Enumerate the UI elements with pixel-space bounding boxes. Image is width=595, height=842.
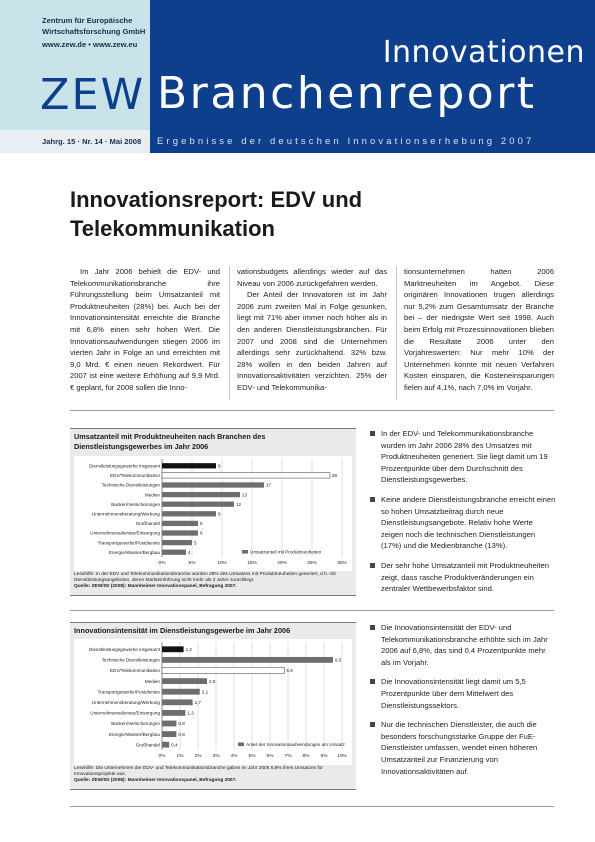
value-label: 1,3 <box>187 710 194 716</box>
category-label: Unternehmensberatung/Werbung <box>91 700 160 705</box>
category-label: Dienstleistungsgewerbe insgesamt <box>89 463 160 469</box>
figure-note <box>74 572 352 591</box>
category-label: Transportgewerbe/Postdienste <box>97 540 160 546</box>
bar <box>162 530 198 535</box>
figure-note <box>74 766 352 785</box>
figure-reading-aid: Lesehilfe: In der EDV und Telekommunikationsbranche wurden 28% des Umsatzes mit Produktneuheiten generiert, d.h. mit Dienstleistungsangeboten, deren Markteinführung nicht mehr als 3 Jahre zurückliegt. <box>74 572 336 584</box>
x-tick-label: 10% <box>337 754 347 759</box>
x-tick-label: 20% <box>277 561 287 566</box>
category-label: EDV/Telekommunikation <box>109 473 160 479</box>
bar <box>162 492 240 497</box>
x-tick-label: 6% <box>266 754 274 759</box>
category-label: Unternehmensdienste/Entsorgung <box>90 710 160 716</box>
x-tick-label: 1% <box>176 754 184 759</box>
chart-plot-area <box>74 639 352 765</box>
value-label: 6 <box>200 521 203 527</box>
bullet-item <box>370 622 556 668</box>
legend-label: Anteil der Innovationsaufwendungen am Umsatz <box>246 742 345 747</box>
x-tick-label: 30% <box>337 561 347 566</box>
bar <box>162 540 192 545</box>
figure-title: Umsatzanteil mit Produktneuheiten nach Branchen des Dienstleistungsgewerbes im Jahr 2006 <box>74 432 266 451</box>
bar-chart <box>74 456 352 571</box>
bullet-text: In der EDV- und Telekommunikationsbranche wurden im Jahr 2006 28% des Umsatzes mit Produktneuheiten generiert. Sie liegt damit um 19 Prozentpunkte über dem Durchschnitt des Dienstleistungsgewerbes. <box>381 429 548 485</box>
value-label: 1,7 <box>194 700 201 705</box>
category-label: Unternehmensberatung/Werbung <box>91 511 160 517</box>
value-label: 12 <box>236 501 242 507</box>
x-tick-label: 4% <box>230 754 238 759</box>
bar <box>162 646 184 652</box>
category-label: Banken/Versicherungen <box>111 501 160 507</box>
bullet-item <box>370 494 556 552</box>
category-label: Unternehmensdienste/Entsorgung <box>90 530 160 536</box>
section-divider <box>70 410 554 411</box>
x-tick-label: 25% <box>307 561 317 566</box>
x-tick-label: 3% <box>212 754 220 759</box>
bullet-square-icon <box>370 679 375 684</box>
value-label: 28 <box>332 473 338 479</box>
body-paragraph: Der Anteil der Innovatoren ist im Jahr 2006 zum zweiten Mal in Folge gesunken, liegt mit 71% aber immer noch höher als in den anderen Dienstleistungsbranchen. Für 2007 und 2008 sind die Unternehmen allerdings sehr zurückhaltend. 32% bzw. 28% wollen in den beiden Jahren auf Innovationsaktivitäten verzichten. 25% der EDV- und Telekommunika- <box>237 290 387 392</box>
value-label: 9,5 <box>335 657 342 663</box>
bar <box>162 521 198 526</box>
publication-title-line2: Branchenreport <box>157 68 537 119</box>
bar <box>162 699 193 705</box>
bullet-text: Der sehr hohe Umsatzanteil mit Produktneuheiten zeigt, dass rasche Produktveränderungen ein zentraler Wettbewerbsfaktor sind. <box>381 560 549 594</box>
issue-info: Jahrg. 15 · Nr. 14 · Mai 2008 <box>42 137 142 146</box>
bullet-square-icon <box>370 563 375 568</box>
bullet-square-icon <box>370 625 375 630</box>
figure-source: Quelle: ZEW/ISI (2008): Mannheimer Innovationspanel, Befragung 2007. <box>74 584 237 590</box>
body-paragraph: Im Jahr 2006 behielt die EDV- und Telekommunikationsbranche ihre Führungsstellung beim Umsatzanteil mit Produktneuheiten (28%) bei. Auch bei der Innovationsintensität erreichte die Branche mit 6,8% einen sehr hohen Wert. Die Innovationsaufwendungen stiegen 2006 im vierten Jahr in Folge an und erreichten mit 9,0 Mrd. € einen neuen Rekordwert. Für 2007 ist eine weitere Erhöhung auf 9,9 Mrd. € geplant, für 2008 sollen die Inno- <box>70 267 220 392</box>
body-column-3 <box>404 266 554 394</box>
bullet-text: Nur die technischen Dienstleister, die auch die besonders forschungsstarke Gruppe der FuE-Dienstleister umfassen, wendet einen höheren Umsatzanteil zur Finanzierung von Innovationsaktivitäten auf. <box>381 720 538 776</box>
value-label: 9 <box>218 463 221 469</box>
x-tick-label: 5% <box>188 561 196 566</box>
x-tick-label: 0% <box>158 754 166 759</box>
bar <box>162 721 176 727</box>
bullet-text: Die Innovationsintensität liegt damit um 5,5 Prozentpunkte über dem Mittelwert des Dienstleistungssektors. <box>381 677 526 710</box>
value-label: 17 <box>266 482 272 488</box>
org-web-addresses: www.zew.de • www.zew.eu <box>42 40 138 49</box>
value-label: 2,5 <box>209 678 216 684</box>
bullet-square-icon <box>370 431 375 436</box>
value-label: 13 <box>242 492 248 498</box>
bullet-text: Die Innovationsintensität der EDV- und Telekommunikationsbranche erhöhte sich im Jahr 2006 auf 6,8%, das sind 0,4 Prozentpunkte mehr als im Vorjahr. <box>381 623 548 667</box>
x-tick-label: 10% <box>217 561 227 566</box>
bullet-item <box>370 719 556 777</box>
x-tick-label: 5% <box>248 754 256 759</box>
figure-title: Innovationsintensität im Dienstleistungsgewerbe im Jahr 2006 <box>74 626 291 635</box>
x-tick-label: 0% <box>158 561 166 566</box>
value-label: 6,8 <box>286 668 293 674</box>
bar <box>162 463 216 468</box>
bullet-item <box>370 428 556 486</box>
category-label: Dienstleistungsgewerbe insgesamt <box>89 647 160 652</box>
org-name-line1: Zentrum für Europäische <box>42 16 133 25</box>
bar <box>162 742 169 748</box>
bullet-square-icon <box>370 497 375 502</box>
bar <box>162 473 330 478</box>
bar <box>162 511 216 516</box>
legend-swatch <box>238 743 244 747</box>
bullet-square-icon <box>370 722 375 727</box>
value-label: 9 <box>218 511 221 517</box>
org-name-line2: Wirtschaftsforschung GmbH <box>42 27 146 36</box>
value-label: 5 <box>194 540 197 546</box>
bar <box>162 502 234 507</box>
bar <box>162 731 176 737</box>
column-divider <box>396 266 397 400</box>
bar <box>162 710 185 716</box>
bar <box>162 550 186 555</box>
category-label: Energie/Wasser/Bergbau <box>108 731 160 737</box>
x-tick-label: 15% <box>247 561 257 566</box>
article-title: Innovationsreport: EDV und Telekommunikation <box>70 187 363 241</box>
zew-logo: ZEW <box>40 70 146 120</box>
bullet-item <box>370 560 556 595</box>
chart-plot-area <box>74 456 352 571</box>
category-label: EDV/Telekommunikation <box>109 668 160 674</box>
value-label: 0,8 <box>178 721 185 727</box>
value-label: 0,8 <box>178 731 185 737</box>
bar <box>162 657 333 663</box>
legend-label: Umsatzanteil mit Produktneuheiten <box>250 549 322 555</box>
figure-product-novelty-share <box>70 428 356 596</box>
body-column-1 <box>70 266 220 394</box>
bullet-list-1 <box>370 428 556 603</box>
category-label: Medien <box>144 492 160 498</box>
body-paragraph: vationsbudgets allerdings wieder auf das Niveau von 2006 zurückgefahren werden. <box>237 267 387 288</box>
bar <box>162 668 284 674</box>
figure-source: Quelle: ZEW/ISI (2008): Mannheimer Innovationspanel, Befragung 2007. <box>74 778 237 784</box>
bar-chart <box>74 639 352 765</box>
body-paragraph: tionsunternehmen hatten 2006 Marktneuheiten im Angebot. Diese originären Innovationen trugen allerdings nur 5,2% zum Gesamtumsatz der Branche bei – der niedrigste Wert seit 1998. Auch beim Erfolg mit Prozessinnovationen blieben die Resultate 2006 unter den Vorjahreswerten: Nur mehr 10% der Unternehmen konnte mit neuen Verfahren Kosten einsparen, die Kosteneinsparungen fielen auf 4,1%, nach 7,0% im Vorjahr. <box>404 267 554 392</box>
legend-swatch <box>242 550 248 554</box>
figure-innovation-intensity <box>70 622 356 790</box>
bar <box>162 678 207 684</box>
publication-title-line1: Innovationen <box>382 35 585 70</box>
bullet-item <box>370 676 556 711</box>
value-label: 1,2 <box>185 647 192 652</box>
bullet-text: Keine andere Dienstleistungsbranche erreicht einen so hohen Umsatzbeitrag durch neue Dienstleistungsangebote. Relativ hohe Werte zeigen noch die technischen Dienstleistungen (17%) und die Medienbranche (13%). <box>381 494 556 551</box>
x-tick-label: 2% <box>194 754 202 759</box>
category-label: Technische Dienstleistungen <box>101 482 160 488</box>
bar <box>162 689 200 695</box>
bar <box>162 482 264 487</box>
category-label: Großhandel <box>135 742 160 748</box>
category-label: Banken/Versicherungen <box>111 721 160 727</box>
x-tick-label: 9% <box>320 754 328 759</box>
value-label: 4 <box>188 549 191 555</box>
section-divider <box>70 806 554 807</box>
value-label: 0,4 <box>171 742 178 748</box>
body-column-2 <box>237 266 387 394</box>
section-divider <box>70 610 554 611</box>
x-tick-label: 7% <box>284 754 292 759</box>
column-divider <box>229 266 230 400</box>
category-label: Energie/Wasser/Bergbau <box>108 549 160 555</box>
x-tick-label: 8% <box>302 754 310 759</box>
category-label: Medien <box>144 678 160 684</box>
category-label: Transportgewerbe/Postdienste <box>97 689 160 695</box>
category-label: Großhandel <box>135 521 160 527</box>
value-label: 2,1 <box>201 689 209 695</box>
figure-reading-aid: Lesehilfe: Die Unternehmen der EDV- und Telekommunikationsbranche gaben im Jahr 2006 6,8% ihres Umsatzes für Innovationsprojekte aus. <box>74 766 323 778</box>
bullet-list-2 <box>370 622 556 785</box>
value-label: 6 <box>200 530 203 536</box>
category-label: Technische Dienstleistungen <box>101 657 160 663</box>
publication-subtitle: Ergebnisse der deutschen Innovationserhebung 2007 <box>157 136 535 147</box>
